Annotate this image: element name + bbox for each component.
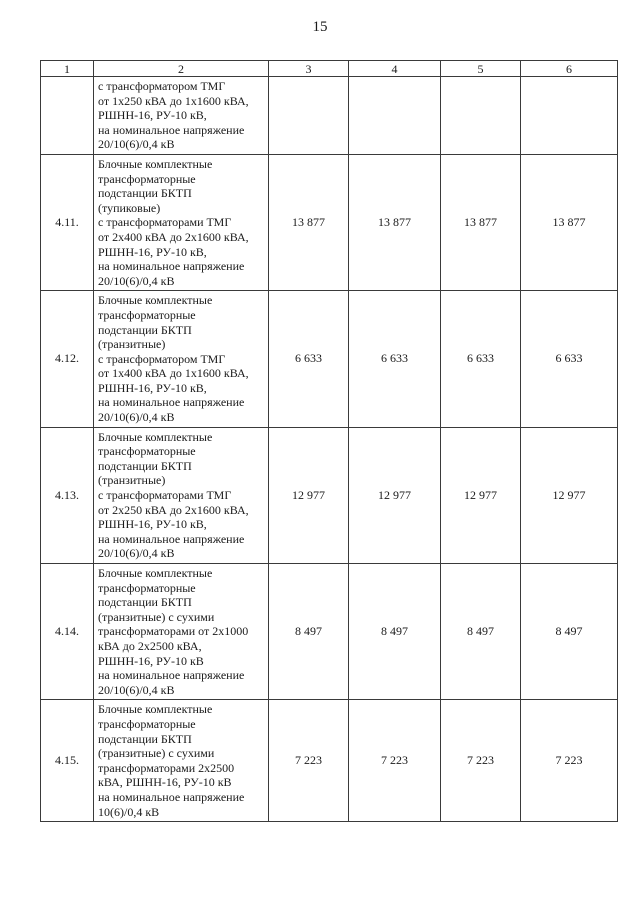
item-description <box>94 77 269 155</box>
price-value: 8 497 <box>521 564 618 700</box>
description-line: подстанции БКТП <box>98 322 192 337</box>
price-value: 13 877 <box>269 154 349 290</box>
price-value <box>269 77 349 155</box>
description-line: Блочные комплектные <box>98 429 213 444</box>
price-value: 7 223 <box>269 700 349 822</box>
description-line: 20/10(6)/0,4 кВ <box>98 410 175 425</box>
item-number: 4.11. <box>41 154 94 290</box>
description-line: (транзитные) с сухими <box>98 609 215 624</box>
price-value: 7 223 <box>349 700 441 822</box>
description-line: РШНН-16, РУ-10 кВ, <box>98 244 207 259</box>
description-line: с трансформатором ТМГ <box>98 351 226 366</box>
description-line: РШНН-16, РУ-10 кВ <box>98 653 204 668</box>
price-value <box>521 77 618 155</box>
price-value <box>349 77 441 155</box>
price-value: 7 223 <box>521 700 618 822</box>
description-line: Блочные комплектные <box>98 156 213 171</box>
price-value: 13 877 <box>441 154 521 290</box>
column-header: 2 <box>94 61 269 77</box>
description-line: Блочные комплектные <box>98 566 213 580</box>
description-line: трансформаторные <box>98 171 196 186</box>
table-header-row <box>41 61 618 77</box>
description-line: РШНН-16, РУ-10 кВ, <box>98 517 207 532</box>
item-description <box>94 700 269 822</box>
description-line: 20/10(6)/0,4 кВ <box>98 273 175 288</box>
table-row <box>41 564 618 700</box>
table-row <box>41 427 618 563</box>
description-line: подстанции БКТП <box>98 186 192 201</box>
item-description <box>94 154 269 290</box>
description-line: с трансформаторами ТМГ <box>98 488 232 503</box>
item-number: 4.15. <box>41 700 94 822</box>
description-line: (транзитные) <box>98 473 166 488</box>
description-line: с трансформаторами ТМГ <box>98 215 232 230</box>
price-value: 13 877 <box>349 154 441 290</box>
price-value: 8 497 <box>441 564 521 700</box>
column-header: 5 <box>441 61 521 77</box>
description-line: трансформаторами от 2х1000 <box>98 624 249 639</box>
item-description <box>94 427 269 563</box>
description-line: трансформаторные <box>98 716 196 731</box>
description-line: кВА до 2х2500 кВА, <box>98 638 202 653</box>
description-line: трансформаторные <box>98 307 196 322</box>
table-row <box>41 77 618 155</box>
description-line: (тупиковые) <box>98 200 161 215</box>
column-header: 6 <box>521 61 618 77</box>
price-value: 12 977 <box>521 427 618 563</box>
description-line: на номинальное напряжение <box>98 789 245 804</box>
description-line: РШНН-16, РУ-10 кВ, <box>98 108 207 123</box>
description-line: на номинальное напряжение <box>98 531 245 546</box>
item-description <box>94 291 269 427</box>
price-value: 12 977 <box>349 427 441 563</box>
description-line: от 1х250 кВА до 1х1600 кВА, <box>98 93 249 108</box>
description-line: Блочные комплектные <box>98 702 213 717</box>
description-line: на номинальное напряжение <box>98 395 245 410</box>
description-line: с трансформатором ТМГ <box>98 79 226 93</box>
description-line: от 1х400 кВА до 1х1600 кВА, <box>98 366 249 381</box>
description-line: на номинальное напряжение <box>98 259 245 274</box>
description-line: подстанции БКТП <box>98 731 192 746</box>
price-value <box>441 77 521 155</box>
description-line: трансформаторами 2х2500 <box>98 760 235 775</box>
description-line: 20/10(6)/0,4 кВ <box>98 546 175 561</box>
price-value: 12 977 <box>269 427 349 563</box>
price-table <box>40 60 618 822</box>
price-value: 8 497 <box>269 564 349 700</box>
price-value: 6 633 <box>269 291 349 427</box>
description-line: (транзитные) с сухими <box>98 746 215 761</box>
price-value: 13 877 <box>521 154 618 290</box>
price-value: 7 223 <box>441 700 521 822</box>
price-value: 8 497 <box>349 564 441 700</box>
table-row <box>41 154 618 290</box>
description-line: 10(6)/0,4 кВ <box>98 804 160 819</box>
description-line: от 2х250 кВА до 2х1600 кВА, <box>98 502 249 517</box>
price-value: 6 633 <box>521 291 618 427</box>
description-line: 20/10(6)/0,4 кВ <box>98 137 175 152</box>
column-header: 1 <box>41 61 94 77</box>
description-line: 20/10(6)/0,4 кВ <box>98 682 175 697</box>
price-value: 6 633 <box>441 291 521 427</box>
price-value: 6 633 <box>349 291 441 427</box>
description-line: трансформаторные <box>98 580 196 595</box>
table-row <box>41 291 618 427</box>
item-number: 4.13. <box>41 427 94 563</box>
description-line: трансформаторные <box>98 444 196 459</box>
column-header: 3 <box>269 61 349 77</box>
item-number: 4.14. <box>41 564 94 700</box>
price-value: 12 977 <box>441 427 521 563</box>
description-line: РШНН-16, РУ-10 кВ, <box>98 380 207 395</box>
description-line: кВА, РШНН-16, РУ-10 кВ <box>98 775 232 790</box>
item-number <box>41 77 94 155</box>
description-line: подстанции БКТП <box>98 458 192 473</box>
item-description <box>94 564 269 700</box>
description-line: Блочные комплектные <box>98 293 213 308</box>
description-line: от 2х400 кВА до 2х1600 кВА, <box>98 229 249 244</box>
description-line: подстанции БКТП <box>98 595 192 610</box>
column-header: 4 <box>349 61 441 77</box>
description-line: на номинальное напряжение <box>98 122 245 137</box>
item-number: 4.12. <box>41 291 94 427</box>
description-line: на номинальное напряжение <box>98 668 245 683</box>
page-number: 15 <box>312 19 328 35</box>
table-row <box>41 700 618 822</box>
description-line: (транзитные) <box>98 337 166 352</box>
